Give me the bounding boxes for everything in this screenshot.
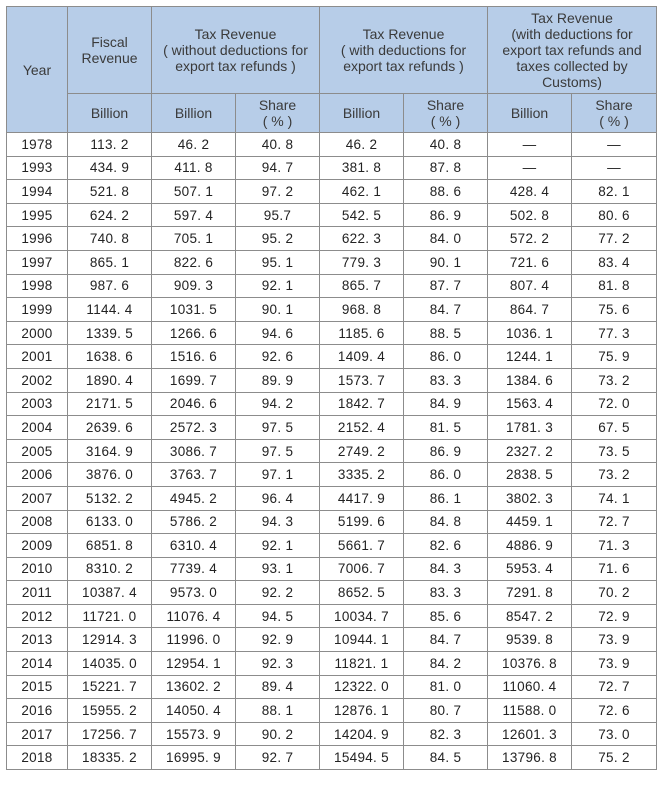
tax-customs-billion-cell: — [488,156,572,180]
tax-with-share-cell: 84. 7 [404,298,488,322]
tax-with-share-cell: 85. 6 [404,604,488,628]
tax-customs-billion-cell: 8547. 2 [488,604,572,628]
tax-without-share-cell: 94. 7 [236,156,320,180]
tax-without-share-cell: 88. 1 [236,699,320,723]
tax-with-customs-header [488,7,657,94]
tax-customs-share-cell: 73. 5 [572,439,657,463]
tax-without-billion-cell: 14050. 4 [152,699,236,723]
table-row [7,652,657,676]
tax-with-share-cell: 40. 8 [404,133,488,157]
tax-customs-billion-cell: 2327. 2 [488,439,572,463]
header-line: export tax refunds ) [175,58,296,74]
tax-without-billion-cell: 46. 2 [152,133,236,157]
tax-with-share-cell: 83. 3 [404,581,488,605]
header-line: Fiscal [91,34,128,50]
tax-customs-billion-cell: 2838. 5 [488,463,572,487]
tax-with-share-cell: 88. 6 [404,180,488,204]
tax-without-share-cell: 90. 2 [236,722,320,746]
table-row [7,203,657,227]
year-cell: 2005 [7,439,68,463]
tax-with-share-cell: 84. 2 [404,652,488,676]
tax-without-billion-cell: 2046. 6 [152,392,236,416]
tax-without-billion-cell: 15573. 9 [152,722,236,746]
tax-without-share-cell: 92. 2 [236,581,320,605]
tax-without-billion-cell: 411. 8 [152,156,236,180]
tax-without-billion-cell: 1031. 5 [152,298,236,322]
tax-without-share-cell: 94. 2 [236,392,320,416]
header-line: ( % ) [262,113,293,129]
tax-customs-share-cell: 72. 7 [572,675,657,699]
tax-with-share-cell: 84. 9 [404,392,488,416]
year-cell: 2010 [7,557,68,581]
tax-without-share-cell: 92. 7 [236,746,320,770]
tax-with-share-cell: 86. 0 [404,463,488,487]
year-cell: 2015 [7,675,68,699]
tax-customs-share-cell: 72. 0 [572,392,657,416]
tax-customs-billion-cell: 13796. 8 [488,746,572,770]
tax-customs-billion-cell: 1244. 1 [488,345,572,369]
table-row [7,274,657,298]
tax-without-billion-cell: 1516. 6 [152,345,236,369]
year-cell: 2001 [7,345,68,369]
year-cell: 2000 [7,321,68,345]
tax-with-billion-cell: 1409. 4 [320,345,404,369]
fiscal-revenue-cell: 17256. 7 [68,722,152,746]
year-cell: 1998 [7,274,68,298]
tax-with-billion-cell: 622. 3 [320,227,404,251]
table-row [7,439,657,463]
tax-customs-billion-cell: 4459. 1 [488,510,572,534]
tax-with-share-cell: 86. 9 [404,439,488,463]
tax-customs-share-cell: 72. 9 [572,604,657,628]
tax-with-share-cell: 83. 3 [404,368,488,392]
tax-without-billion-cell: 12954. 1 [152,652,236,676]
tax-without-billion-cell: 705. 1 [152,227,236,251]
tax-customs-billion-cell: 3802. 3 [488,486,572,510]
fiscal-revenue-cell: 113. 2 [68,133,152,157]
share-header [236,94,320,133]
tax-with-share-cell: 81. 0 [404,675,488,699]
year-cell: 2002 [7,368,68,392]
tax-customs-share-cell: 80. 6 [572,203,657,227]
tax-customs-billion-cell: 572. 2 [488,227,572,251]
tax-without-billion-cell: 822. 6 [152,250,236,274]
tax-with-billion-cell: 12322. 0 [320,675,404,699]
tax-with-share-cell: 84. 8 [404,510,488,534]
tax-customs-billion-cell: 1384. 6 [488,368,572,392]
fiscal-revenue-cell: 987. 6 [68,274,152,298]
tax-with-share-cell: 88. 5 [404,321,488,345]
tax-with-billion-cell: 14204. 9 [320,722,404,746]
table-row [7,250,657,274]
year-cell: 2017 [7,722,68,746]
tax-without-billion-cell: 7739. 4 [152,557,236,581]
tax-with-billion-cell: 10944. 1 [320,628,404,652]
tax-without-billion-cell: 11996. 0 [152,628,236,652]
tax-without-share-cell: 96. 4 [236,486,320,510]
tax-without-share-cell: 89. 9 [236,368,320,392]
unit-billion-header: Billion [488,94,572,133]
share-header [404,94,488,133]
header-line: Tax Revenue [531,10,613,26]
tax-without-share-cell: 95.7 [236,203,320,227]
tax-with-billion-cell: 11821. 1 [320,652,404,676]
tax-without-billion-cell: 507. 1 [152,180,236,204]
tax-with-share-cell: 84. 0 [404,227,488,251]
fiscal-revenue-cell: 1339. 5 [68,321,152,345]
tax-customs-share-cell: 72. 6 [572,699,657,723]
fiscal-revenue-cell: 865. 1 [68,250,152,274]
tax-customs-share-cell: 73. 2 [572,368,657,392]
tax-customs-share-cell: 71. 6 [572,557,657,581]
tax-with-billion-cell: 1573. 7 [320,368,404,392]
tax-customs-billion-cell: 864. 7 [488,298,572,322]
year-cell: 2014 [7,652,68,676]
tax-with-billion-cell: 5199. 6 [320,510,404,534]
year-cell: 1996 [7,227,68,251]
tax-without-billion-cell: 597. 4 [152,203,236,227]
tax-without-billion-cell: 5786. 2 [152,510,236,534]
tax-without-billion-cell: 1699. 7 [152,368,236,392]
tax-without-billion-cell: 909. 3 [152,274,236,298]
tax-with-share-cell: 80. 7 [404,699,488,723]
fiscal-revenue-cell: 2171. 5 [68,392,152,416]
table-row [7,675,657,699]
tax-with-billion-cell: 4417. 9 [320,486,404,510]
tax-with-billion-cell: 10034. 7 [320,604,404,628]
header-line: ( with deductions for [340,42,467,58]
year-cell: 2008 [7,510,68,534]
fiscal-revenue-cell: 18335. 2 [68,746,152,770]
fiscal-revenue-cell: 1144. 4 [68,298,152,322]
tax-with-share-cell: 82. 3 [404,722,488,746]
tax-customs-billion-cell: 12601. 3 [488,722,572,746]
fiscal-revenue-cell: 2639. 6 [68,416,152,440]
tax-without-billion-cell: 13602. 2 [152,675,236,699]
tax-without-share-cell: 97. 5 [236,416,320,440]
tax-customs-share-cell: 73. 9 [572,628,657,652]
table-row [7,321,657,345]
fiscal-revenue-cell: 624. 2 [68,203,152,227]
year-header: Year [7,7,68,133]
year-cell: 2011 [7,581,68,605]
header-line: export tax refunds and [502,42,642,58]
tax-without-share-cell: 92. 1 [236,274,320,298]
tax-customs-billion-cell: — [488,133,572,157]
tax-with-billion-cell: 46. 2 [320,133,404,157]
tax-with-billion-cell: 2152. 4 [320,416,404,440]
tax-without-billion-cell: 9573. 0 [152,581,236,605]
fiscal-revenue-cell: 6133. 0 [68,510,152,534]
tax-without-share-cell: 95. 2 [236,227,320,251]
tax-with-share-cell: 84. 7 [404,628,488,652]
header-row-top [7,7,657,94]
tax-without-share-cell: 94. 6 [236,321,320,345]
tax-without-billion-cell: 3086. 7 [152,439,236,463]
tax-with-billion-cell: 12876. 1 [320,699,404,723]
tax-with-share-cell: 81. 5 [404,416,488,440]
tax-customs-share-cell: 75. 2 [572,746,657,770]
header-line: (with deductions for [511,26,633,42]
tax-customs-billion-cell: 11060. 4 [488,675,572,699]
fiscal-revenue-cell: 3876. 0 [68,463,152,487]
table-row [7,628,657,652]
year-cell: 2018 [7,746,68,770]
fiscal-revenue-cell: 1890. 4 [68,368,152,392]
share-header [572,94,657,133]
fiscal-revenue-cell: 8310. 2 [68,557,152,581]
tax-without-billion-cell: 6310. 4 [152,534,236,558]
tax-with-share-cell: 82. 6 [404,534,488,558]
fiscal-revenue-cell: 3164. 9 [68,439,152,463]
year-cell: 1993 [7,156,68,180]
table-row [7,180,657,204]
tax-without-share-cell: 92. 9 [236,628,320,652]
tax-with-billion-cell: 542. 5 [320,203,404,227]
tax-without-share-cell: 92. 3 [236,652,320,676]
table-row [7,392,657,416]
tax-without-share-cell: 94. 5 [236,604,320,628]
tax-customs-share-cell: 83. 4 [572,250,657,274]
table-row [7,699,657,723]
tax-with-billion-cell: 8652. 5 [320,581,404,605]
fiscal-revenue-cell: 6851. 8 [68,534,152,558]
tax-customs-share-cell: 82. 1 [572,180,657,204]
tax-customs-share-cell: 67. 5 [572,416,657,440]
tax-with-billion-cell: 3335. 2 [320,463,404,487]
tax-customs-share-cell: — [572,133,657,157]
tax-with-billion-cell: 865. 7 [320,274,404,298]
tax-with-share-cell: 86. 1 [404,486,488,510]
tax-with-billion-cell: 1185. 6 [320,321,404,345]
header-line: ( % ) [599,113,629,129]
tax-without-share-cell: 95. 1 [236,250,320,274]
header-line: export tax refunds ) [343,58,464,74]
tax-customs-billion-cell: 11588. 0 [488,699,572,723]
tax-with-share-cell: 86. 0 [404,345,488,369]
fiscal-revenue-cell: 10387. 4 [68,581,152,605]
tax-customs-share-cell: 75. 6 [572,298,657,322]
year-cell: 2004 [7,416,68,440]
table-row [7,368,657,392]
tax-customs-share-cell: 70. 2 [572,581,657,605]
tax-customs-share-cell: 71. 3 [572,534,657,558]
unit-billion-header: Billion [320,94,404,133]
tax-with-share-cell: 84. 3 [404,557,488,581]
table-row [7,416,657,440]
tax-customs-billion-cell: 428. 4 [488,180,572,204]
table-row [7,133,657,157]
fiscal-revenue-header [68,7,152,94]
tax-without-billion-cell: 3763. 7 [152,463,236,487]
table-row [7,534,657,558]
tax-customs-share-cell: 77. 3 [572,321,657,345]
tax-with-share-cell: 90. 1 [404,250,488,274]
fiscal-revenue-cell: 12914. 3 [68,628,152,652]
tax-with-billion-cell: 968. 8 [320,298,404,322]
tax-customs-billion-cell: 502. 8 [488,203,572,227]
tax-with-billion-cell: 2749. 2 [320,439,404,463]
table-row [7,604,657,628]
tax-without-share-cell: 94. 3 [236,510,320,534]
fiscal-revenue-cell: 14035. 0 [68,652,152,676]
year-cell: 2009 [7,534,68,558]
fiscal-revenue-cell: 5132. 2 [68,486,152,510]
tax-without-share-cell: 92. 1 [236,534,320,558]
tax-without-share-cell: 40. 8 [236,133,320,157]
tax-customs-billion-cell: 9539. 8 [488,628,572,652]
year-cell: 2006 [7,463,68,487]
table-row [7,227,657,251]
table-row [7,510,657,534]
header-row-units [7,94,657,133]
tax-without-billion-cell: 11076. 4 [152,604,236,628]
fiscal-revenue-cell: 11721. 0 [68,604,152,628]
tax-with-share-cell: 87. 7 [404,274,488,298]
tax-customs-billion-cell: 5953. 4 [488,557,572,581]
tax-with-deductions-header [320,7,488,94]
tax-customs-billion-cell: 1036. 1 [488,321,572,345]
tax-with-billion-cell: 381. 8 [320,156,404,180]
year-cell: 2013 [7,628,68,652]
tax-customs-billion-cell: 7291. 8 [488,581,572,605]
tax-customs-share-cell: 73. 2 [572,463,657,487]
tax-customs-billion-cell: 1563. 4 [488,392,572,416]
fiscal-revenue-cell: 1638. 6 [68,345,152,369]
tax-with-billion-cell: 5661. 7 [320,534,404,558]
header-line: ( without deductions for [163,42,308,58]
tax-customs-billion-cell: 807. 4 [488,274,572,298]
tax-customs-share-cell: 81. 8 [572,274,657,298]
year-cell: 1995 [7,203,68,227]
tax-customs-share-cell: 73. 0 [572,722,657,746]
header-line: Share [426,97,465,113]
tax-without-share-cell: 97. 5 [236,439,320,463]
year-cell: 1978 [7,133,68,157]
tax-customs-share-cell: 74. 1 [572,486,657,510]
tax-without-deductions-header [152,7,320,94]
tax-without-billion-cell: 16995. 9 [152,746,236,770]
tax-customs-share-cell: — [572,156,657,180]
tax-customs-billion-cell: 4886. 9 [488,534,572,558]
tax-without-share-cell: 97. 2 [236,180,320,204]
year-cell: 2016 [7,699,68,723]
tax-without-share-cell: 92. 6 [236,345,320,369]
tax-with-share-cell: 86. 9 [404,203,488,227]
fiscal-revenue-cell: 434. 9 [68,156,152,180]
tax-with-share-cell: 84. 5 [404,746,488,770]
tax-customs-share-cell: 77. 2 [572,227,657,251]
year-cell: 1994 [7,180,68,204]
tax-without-share-cell: 90. 1 [236,298,320,322]
header-line: Customs) [542,74,602,90]
fiscal-revenue-cell: 15221. 7 [68,675,152,699]
tax-without-share-cell: 97. 1 [236,463,320,487]
table-row [7,722,657,746]
table-row [7,156,657,180]
tax-customs-share-cell: 75. 9 [572,345,657,369]
tax-with-billion-cell: 15494. 5 [320,746,404,770]
tax-with-share-cell: 87. 8 [404,156,488,180]
header-line: Share [258,97,297,113]
tax-customs-share-cell: 73. 9 [572,652,657,676]
tax-customs-billion-cell: 721. 6 [488,250,572,274]
tax-without-billion-cell: 2572. 3 [152,416,236,440]
table-row [7,557,657,581]
tax-customs-share-cell: 72. 7 [572,510,657,534]
header-line: taxes collected by [516,58,628,74]
header-line: ( % ) [430,113,461,129]
tax-without-share-cell: 93. 1 [236,557,320,581]
tax-without-billion-cell: 4945. 2 [152,486,236,510]
tax-with-billion-cell: 462. 1 [320,180,404,204]
tax-customs-billion-cell: 10376. 8 [488,652,572,676]
year-cell: 2007 [7,486,68,510]
tax-without-billion-cell: 1266. 6 [152,321,236,345]
unit-billion-header: Billion [152,94,236,133]
year-cell: 2003 [7,392,68,416]
table-body [7,133,657,770]
year-cell: 1999 [7,298,68,322]
tax-with-billion-cell: 779. 3 [320,250,404,274]
tax-revenue-table [6,6,657,770]
tax-with-billion-cell: 7006. 7 [320,557,404,581]
header-line: Tax Revenue [362,26,445,42]
header-line: Share [595,97,633,113]
table-row [7,581,657,605]
tax-customs-billion-cell: 1781. 3 [488,416,572,440]
year-cell: 2012 [7,604,68,628]
tax-without-share-cell: 89. 4 [236,675,320,699]
table-row [7,746,657,770]
table-row [7,486,657,510]
table-row [7,345,657,369]
table-row [7,463,657,487]
header-line: Tax Revenue [194,26,277,42]
fiscal-revenue-cell: 740. 8 [68,227,152,251]
fiscal-revenue-cell: 521. 8 [68,180,152,204]
header-line: Revenue [81,50,138,66]
table-row [7,298,657,322]
unit-billion-header: Billion [68,94,152,133]
fiscal-revenue-cell: 15955. 2 [68,699,152,723]
tax-with-billion-cell: 1842. 7 [320,392,404,416]
year-cell: 1997 [7,250,68,274]
